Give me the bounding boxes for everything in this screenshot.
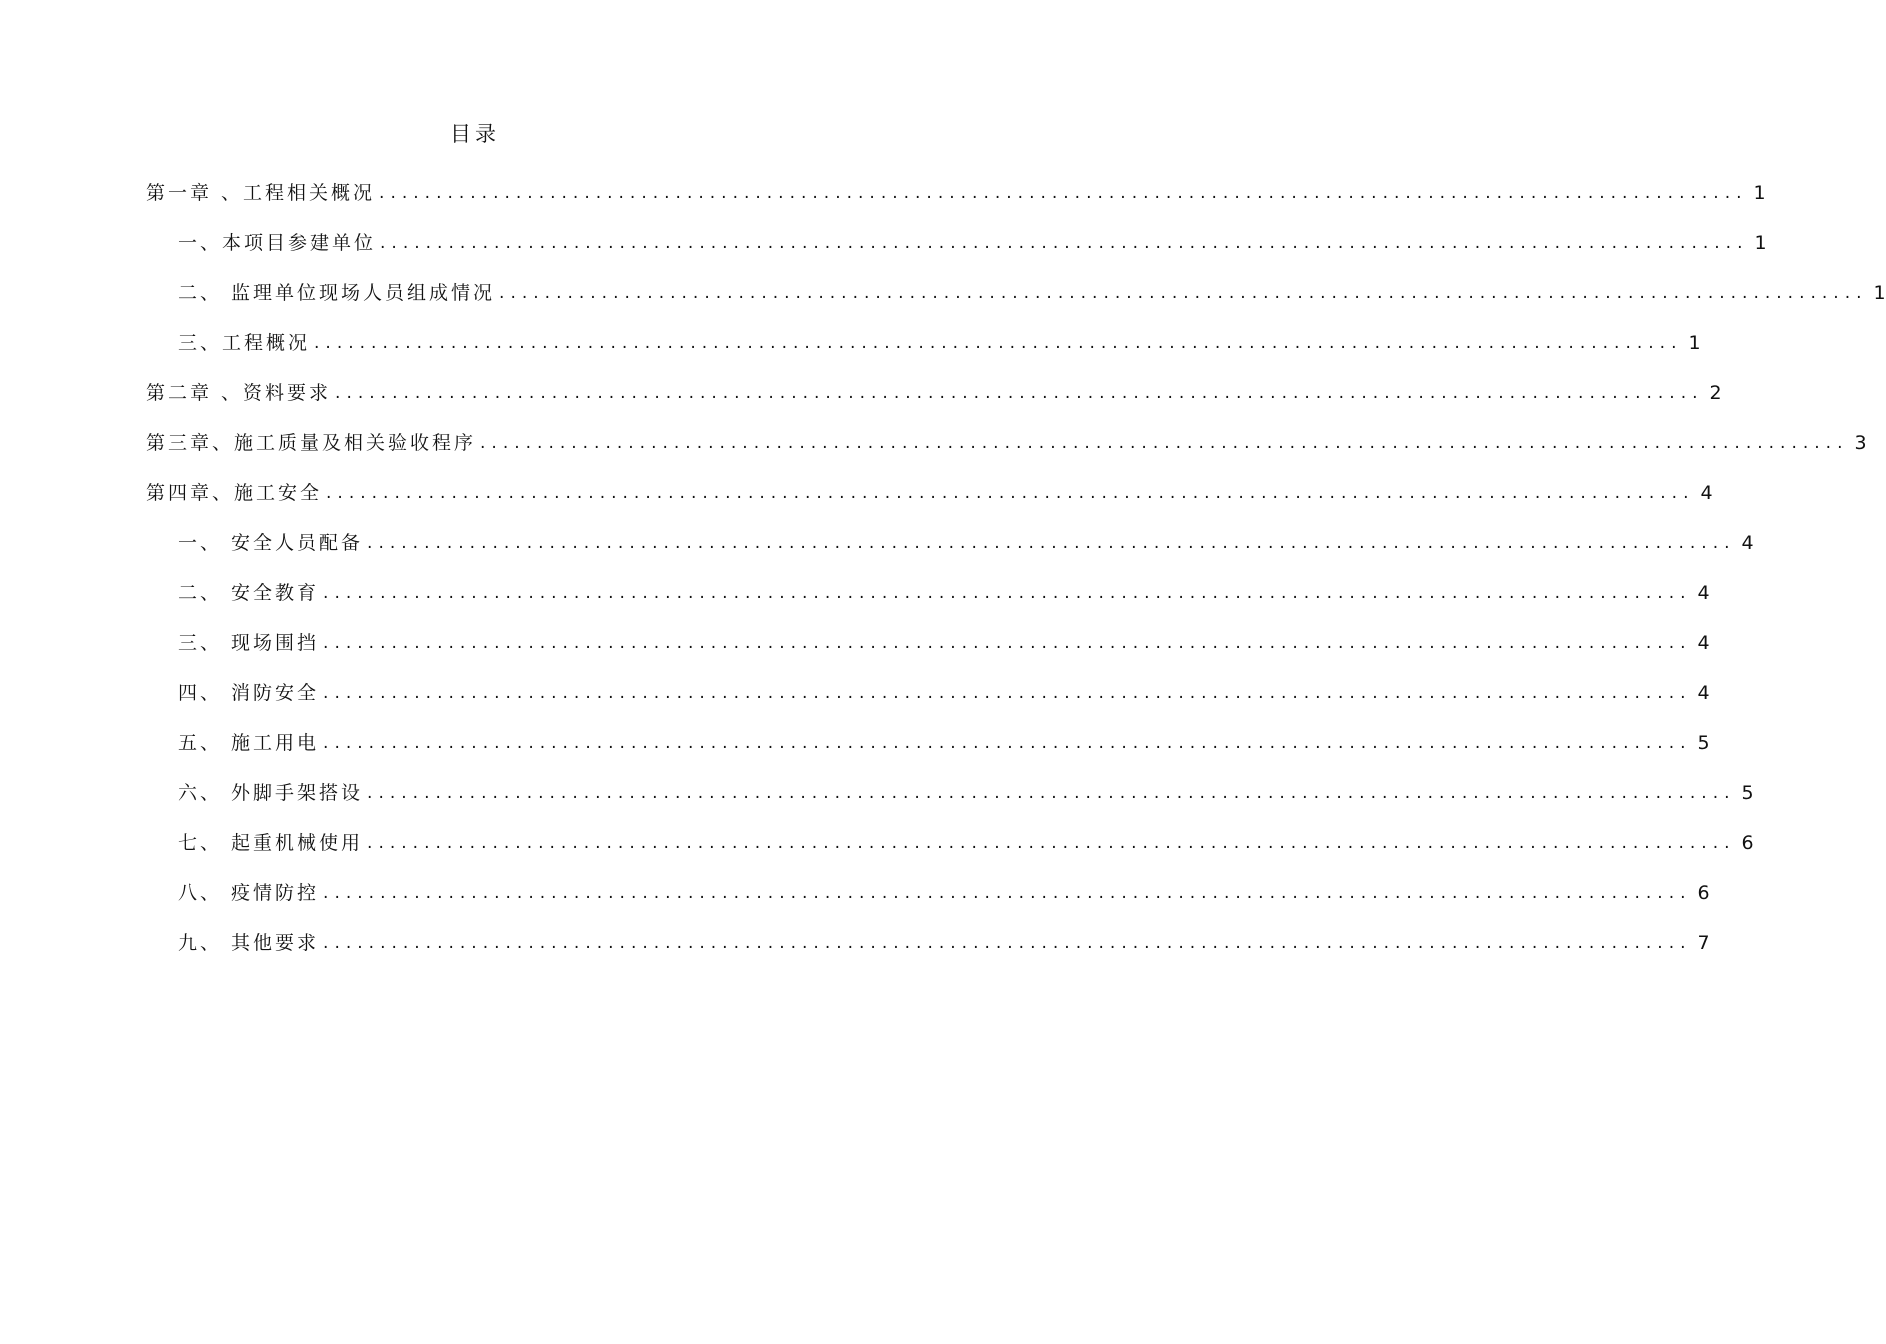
toc-entry-label: 七、 起重机械使用 [178,832,364,854]
toc-entry[interactable] [146,714,1710,764]
toc-leader-dots: ........................................................................................................................ [367,533,1736,553]
toc-entry[interactable] [146,364,1722,414]
toc-entry[interactable] [146,214,1767,264]
toc-entry-page: 4 [1697,582,1710,604]
toc-leader-dots: ........................................................................................................................ [314,333,1683,353]
toc-entry-page: 7 [1697,932,1710,954]
toc-leader-dots: ........................................................................................................................ [326,483,1695,503]
toc-entry[interactable] [146,614,1710,664]
toc-leader-dots: ........................................................................................................................ [379,183,1748,203]
toc-entry-page: 4 [1741,532,1754,554]
toc-leader-dots: ........................................................................................................................ [323,883,1692,903]
toc-leader-dots: ........................................................................................................................ [499,283,1868,303]
toc-entry-page: 4 [1700,482,1713,504]
toc-leader-dots: ........................................................................................................................ [323,683,1692,703]
toc-leader-dots: ........................................................................................................................ [367,833,1736,853]
toc-entry[interactable] [146,464,1713,514]
toc-entry-label: 九、 其他要求 [178,932,320,954]
toc-title: 目录 [450,122,500,146]
toc-entry[interactable] [146,914,1710,964]
toc-entry-label: 第二章 、资料要求 [146,382,332,404]
toc-entry[interactable] [146,414,1867,464]
toc-leader-dots: ........................................................................................................................ [323,583,1692,603]
toc-entry-label: 二、 安全教育 [178,582,320,604]
toc-entry-page: 1 [1753,182,1766,204]
toc-entry-page: 5 [1741,782,1754,804]
toc-entry-label: 三、 现场围挡 [178,632,320,654]
toc-leader-dots: ........................................................................................................................ [367,783,1736,803]
toc-entry-page: 6 [1741,832,1754,854]
toc-entry-label: 二、 监理单位现场人员组成情况 [178,282,496,304]
toc-entry[interactable] [146,264,1886,314]
toc-entry-label: 八、 疫情防控 [178,882,320,904]
toc-entry-label: 一、本项目参建单位 [178,232,377,254]
toc-entry-label: 四、 消防安全 [178,682,320,704]
toc-entry[interactable] [146,564,1710,614]
toc-entry[interactable] [146,864,1710,914]
toc-entry[interactable] [146,814,1754,864]
toc-entry-page: 1 [1873,282,1886,304]
toc-entry-label: 第四章、施工安全 [146,482,323,504]
toc-entry-label: 三、工程概况 [178,332,311,354]
toc-entry-page: 6 [1697,882,1710,904]
toc-leader-dots: ........................................................................................................................ [480,433,1849,453]
toc-entry-page: 4 [1697,682,1710,704]
toc-entry-label: 第一章 、工程相关概况 [146,182,376,204]
toc-entry[interactable] [146,164,1766,214]
toc-entry[interactable] [146,664,1710,714]
toc-leader-dots: ........................................................................................................................ [323,733,1692,753]
toc-leader-dots: ........................................................................................................................ [380,233,1749,253]
toc-entry-page: 1 [1754,232,1767,254]
toc-entry[interactable] [146,514,1754,564]
toc-leader-dots: ........................................................................................................................ [323,933,1692,953]
toc-entry[interactable] [146,764,1754,814]
toc-entry-label: 一、 安全人员配备 [178,532,364,554]
toc-list [146,164,1886,964]
toc-entry-label: 六、 外脚手架搭设 [178,782,364,804]
toc-entry-label: 五、 施工用电 [178,732,320,754]
toc-entry[interactable] [146,314,1701,364]
toc-entry-label: 第三章、施工质量及相关验收程序 [146,432,477,454]
toc-entry-page: 2 [1709,382,1722,404]
toc-entry-page: 5 [1697,732,1710,754]
toc-entry-page: 3 [1854,432,1867,454]
toc-entry-page: 4 [1697,632,1710,654]
toc-entry-page: 1 [1688,332,1701,354]
toc-leader-dots: ........................................................................................................................ [335,383,1704,403]
toc-leader-dots: ........................................................................................................................ [323,633,1692,653]
